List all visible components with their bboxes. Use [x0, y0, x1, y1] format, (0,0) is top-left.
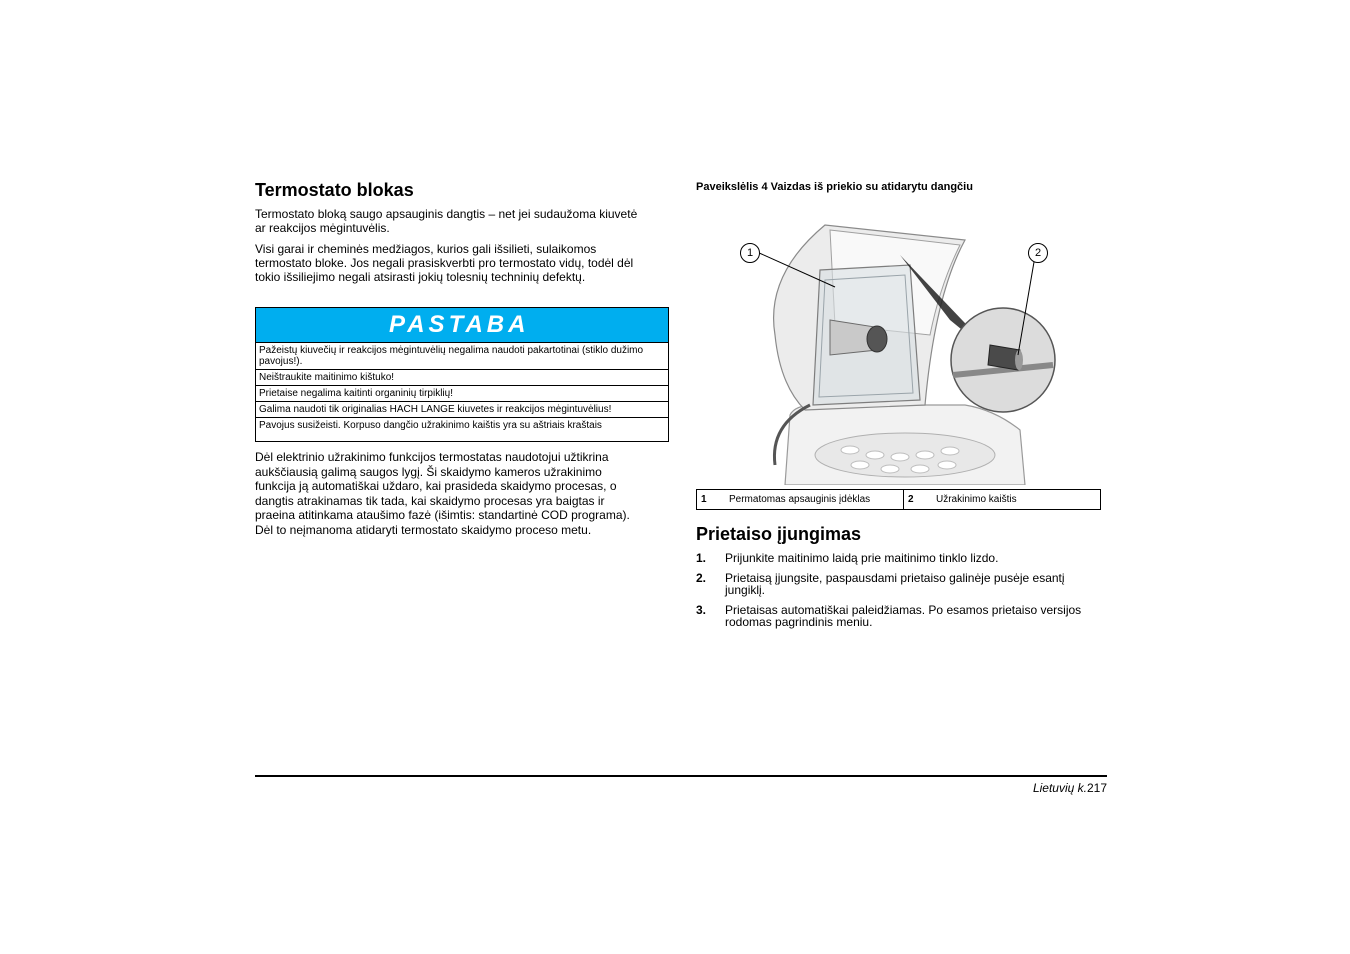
paragraph-1-line: ar reakcijos mėgintuvėlis. — [255, 221, 390, 235]
note-item: Pavojus susižeisti. Korpuso dangčio užrakinimo kaištis yra su aštriais kraštais — [259, 420, 602, 431]
step-item — [696, 572, 1116, 596]
paragraph-3-line: Dėl elektrinio užrakinimo funkcijos termostatas naudotojui užtikrina — [255, 450, 609, 464]
paragraph-2-line: termostato bloke. Jos negali prasiskverbti pro termostato vidų, todėl dėl — [255, 256, 634, 270]
note-item: Galima naudoti tik originalias HACH LANGE kiuvetes ir reakcijos mėgintuvėlius! — [256, 402, 668, 418]
section-heading-thermostat: Termostato blokas — [255, 180, 414, 200]
paragraph-3-line: dangtis atrakinamas tik tada, kai skaidymo procesas yra baigtas ir — [255, 493, 605, 508]
step-text-line: Prijunkite maitinimo laidą prie maitinimo tinklo lizdo. — [725, 551, 999, 565]
paragraph-1 — [255, 207, 637, 235]
note-title: PASTABA — [256, 308, 668, 343]
page-number: 217 — [1086, 781, 1107, 795]
paragraph-3-line: funkcija ją automatiškai uždaro, kai prasideda skaidymo procesas, o — [255, 479, 617, 493]
legend-number: 2 — [903, 490, 936, 509]
legend-label: Permatomas apsauginis įdėklas — [729, 494, 871, 505]
callout-2: 2 — [1028, 243, 1048, 263]
paragraph-3-line: aukščiausią galimą saugos lygį. Ši skaidymo kameros užrakinimo — [255, 464, 602, 479]
legend-label: Užrakinimo kaištis — [936, 494, 1017, 505]
step-number: 2. — [696, 571, 707, 585]
section-heading-startup: Prietaiso įjungimas — [696, 524, 862, 544]
figure-legend — [696, 489, 1101, 510]
paragraph-2-line: tokio išsiliejimo negali atsirasti jokių tolesnių techninių defektų. — [255, 270, 586, 284]
step-text-line: Prietaisą įjungsite, paspausdami prietaiso galinėje pusėje esantį — [725, 571, 1065, 585]
page-footer — [1033, 781, 1107, 795]
step-number: 1. — [696, 551, 707, 565]
step-text-line: rodomas pagrindinis meniu. — [725, 615, 873, 629]
note-item: Neištraukite maitinimo kištuko! — [256, 370, 668, 386]
note-item: Prietaise negalima kaitinti organinių tirpiklių! — [256, 386, 668, 402]
paragraph-3 — [255, 450, 630, 537]
legend-number: 1 — [701, 494, 707, 505]
paragraph-3-line: praeina atitinkama ataušimo fazė (išimtis: standartinė COD programa). — [255, 508, 630, 522]
paragraph-2 — [255, 242, 633, 284]
paragraph-3-line: Dėl to neįmanoma atidaryti termostato skaidymo proceso metu. — [255, 522, 592, 537]
device-illustration — [735, 215, 1065, 485]
footer-rule — [255, 775, 1107, 777]
step-text-line: jungiklį. — [725, 583, 766, 597]
step-number: 3. — [696, 603, 707, 617]
figure-caption: Paveikslėlis 4 Vaizdas iš priekio su atidarytu dangčiu — [696, 181, 973, 193]
startup-steps — [696, 552, 1116, 636]
step-item — [696, 604, 1116, 628]
step-text — [725, 572, 1065, 596]
paragraph-2-line: Visi garai ir cheminės medžiagos, kurios gali išsilieti, sulaikomos — [255, 242, 597, 256]
step-text — [725, 552, 998, 564]
footer-language: Lietuvių k. — [1032, 781, 1087, 795]
callout-1: 1 — [740, 243, 760, 263]
step-item — [696, 552, 1116, 564]
note-item: Pažeistų kiuvečių ir reakcijos mėgintuvėlių negalima naudoti pakartotinai (stiklo dužimo pavojus!). — [256, 343, 668, 370]
note-box — [255, 307, 669, 442]
paragraph-1-line: Termostato bloką saugo apsauginis dangtis – net jei sudaužoma kiuvetė — [255, 207, 638, 221]
step-text — [725, 604, 1081, 628]
step-text-line: Prietaisas automatiškai paleidžiamas. Po esamos prietaiso versijos — [725, 603, 1082, 617]
